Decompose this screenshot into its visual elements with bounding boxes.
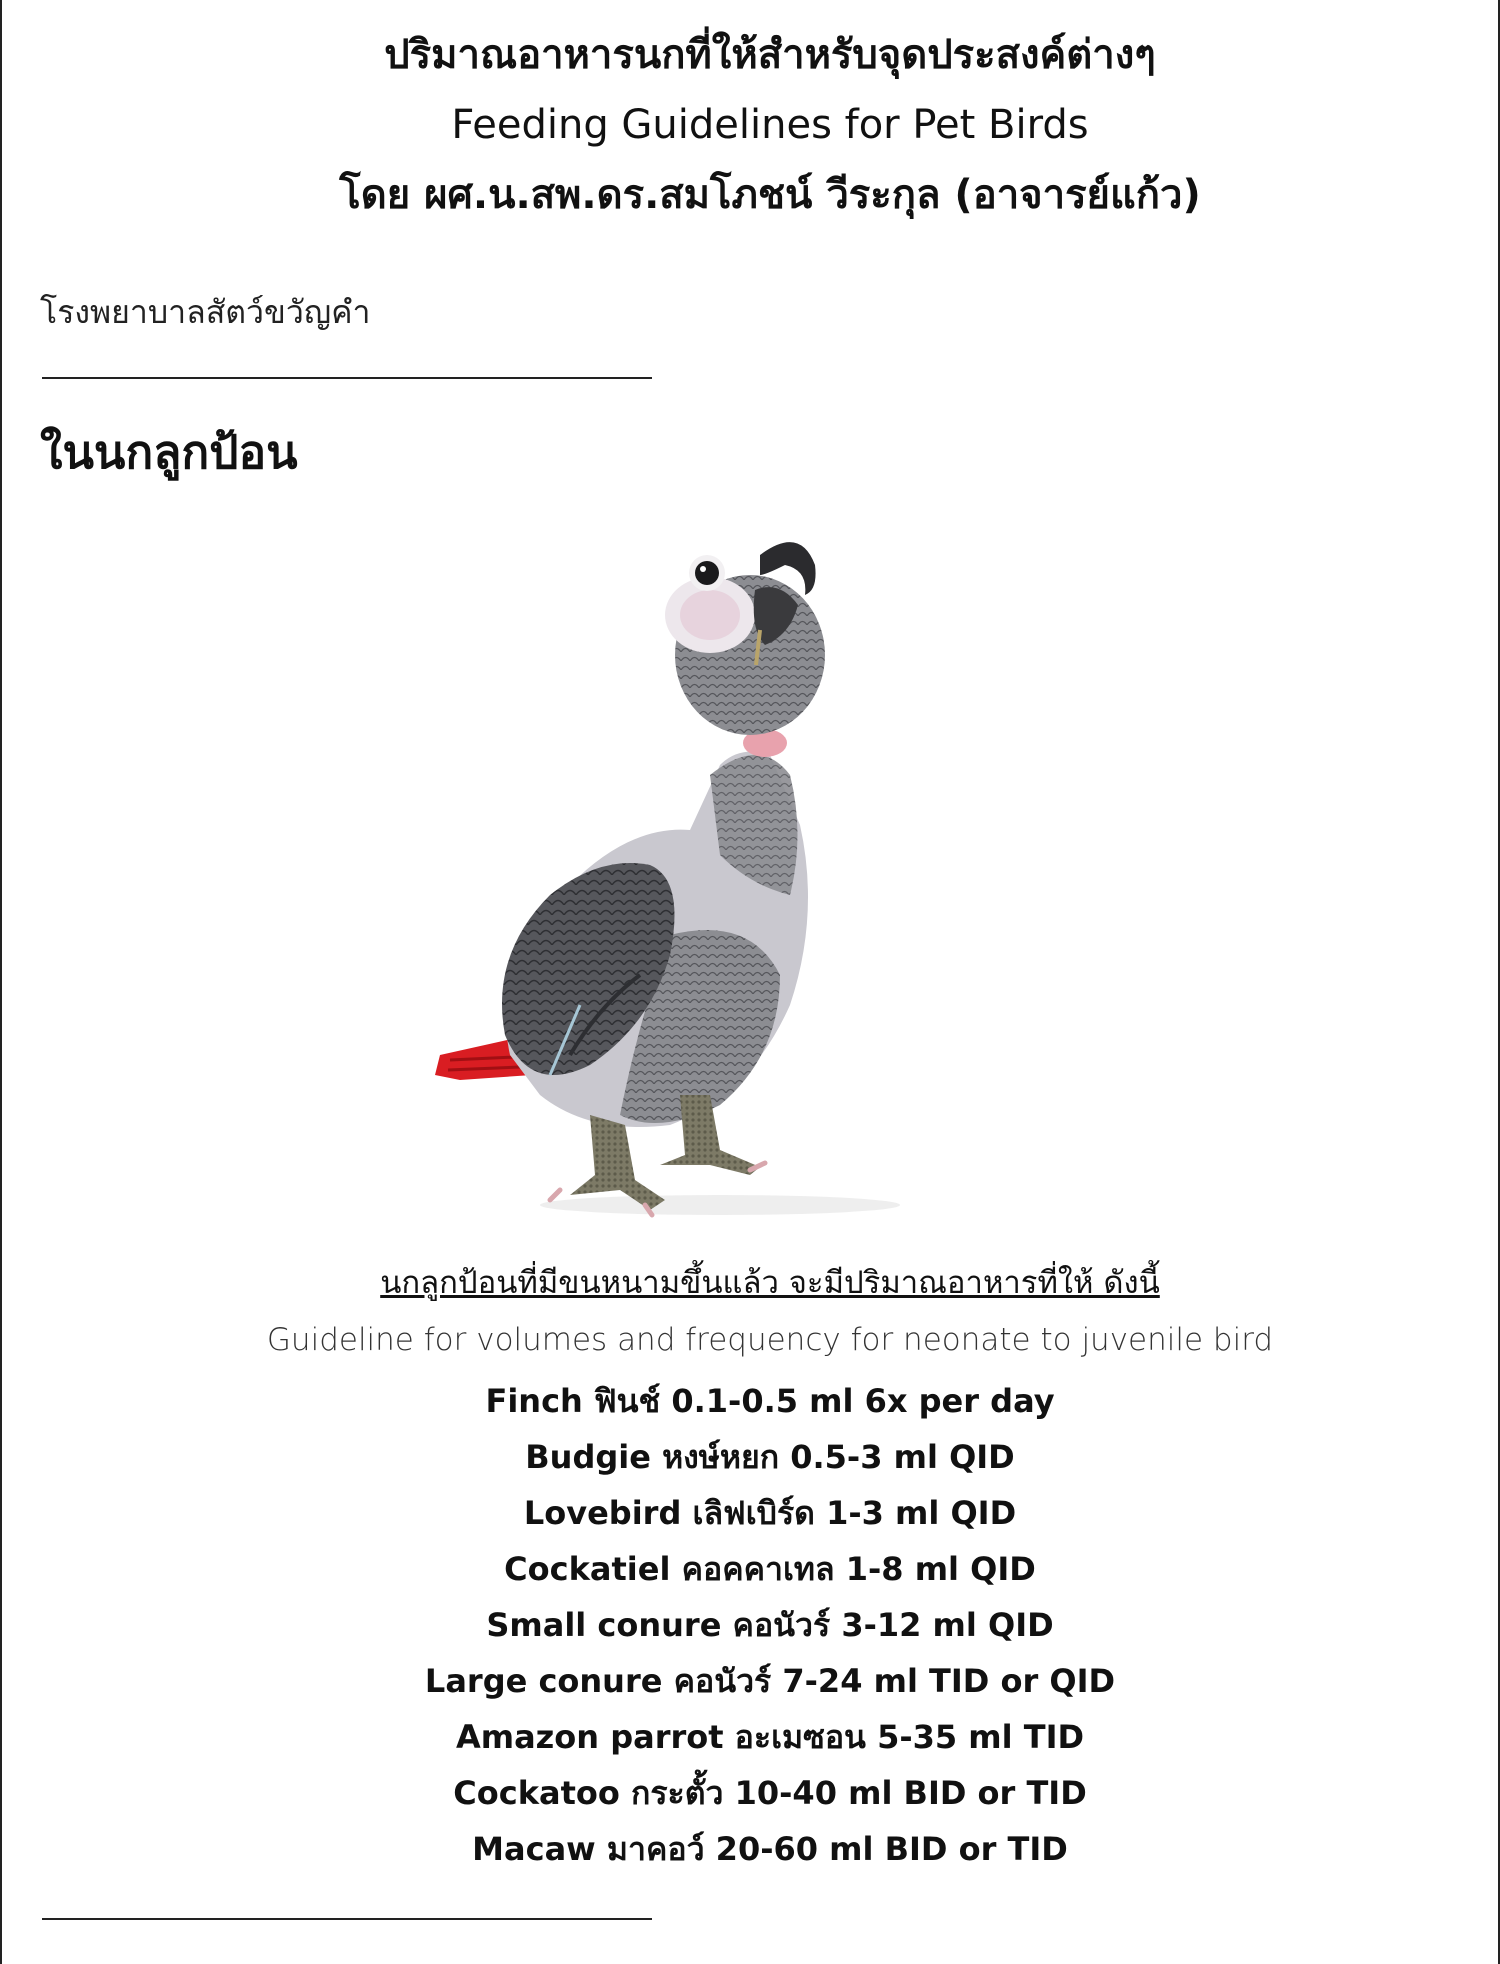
list-item: Budgie หงษ์หยก 0.5-3 ml QID <box>525 1438 1015 1476</box>
list-item: Lovebird เลิฟเบิร์ด 1-3 ml QID <box>523 1494 1017 1532</box>
list-item: Cockatoo กระตั้ว 10-40 ml BID or TID <box>453 1774 1087 1812</box>
list-item: Finch ฟินช์ 0.1-0.5 ml 6x per day <box>485 1382 1055 1420</box>
divider-top <box>42 377 652 379</box>
feeding-volume-list <box>0 1373 1500 1877</box>
list-item: Small conure คอนัวร์ 3-12 ml QID <box>486 1606 1054 1644</box>
guideline-subheading-thai: นกลูกป้อนที่มีขนหนามขึ้นแล้ว จะมีปริมาณอาหารที่ให้ ดังนี้ <box>380 1265 1160 1301</box>
section-heading: ในนกลูกป้อน <box>40 425 298 479</box>
feeding-guideline <box>0 1255 1500 1877</box>
list-item: Amazon parrot อะเมซอน 5-35 ml TID <box>455 1718 1085 1756</box>
title-thai: ปริมาณอาหารนกที่ให้สำหรับจุดประสงค์ต่างๆ <box>384 32 1156 78</box>
african-grey-parrot-chick-icon <box>420 535 1040 1235</box>
hospital-name: โรงพยาบาลสัตว์ขวัญคำ <box>40 293 371 331</box>
author-line: โดย ผศ.น.สพ.ดร.สมโภชน์ วีระกุล (อาจารย์แก้ว) <box>339 172 1201 218</box>
list-item: Large conure คอนัวร์ 7-24 ml TID or QID <box>424 1662 1116 1700</box>
list-item: Macaw มาคอว์ 20-60 ml BID or TID <box>472 1830 1068 1868</box>
guideline-subheading-english: Guideline for volumes and frequency for neonate to juvenile bird <box>266 1322 1274 1358</box>
list-item: Cockatiel คอคคาเทล 1-8 ml QID <box>504 1550 1036 1588</box>
divider-bottom <box>42 1918 652 1920</box>
title-block <box>0 20 1500 230</box>
title-english: Feeding Guidelines for Pet Birds <box>451 102 1089 148</box>
